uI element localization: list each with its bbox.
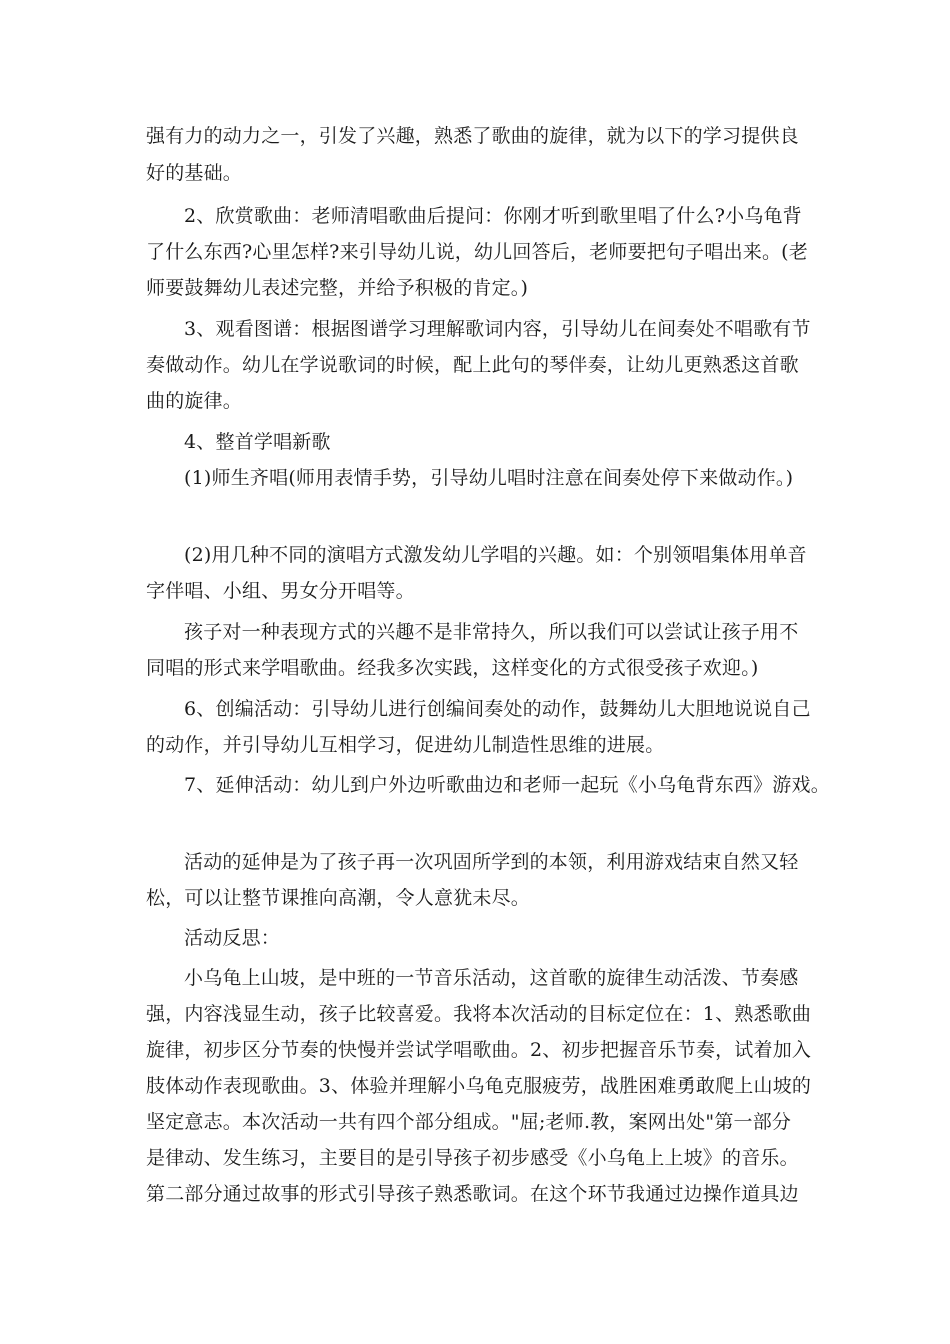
text-line: 小乌龟上山坡，是中班的一节音乐活动，这首歌的旋律生动活泼、节奏感 bbox=[184, 967, 799, 989]
text-line: 字伴唱、小组、男女分开唱等。 bbox=[146, 580, 415, 602]
text-line: 奏做动作。幼儿在学说歌词的时候，配上此句的琴伴奏，让幼儿更熟悉这首歌 bbox=[146, 354, 799, 376]
text-line: 孩子对一种表现方式的兴趣不是非常持久，所以我们可以尝试让孩子用不 bbox=[184, 621, 799, 643]
text-line: 强，内容浅显生动，孩子比较喜爱。我将本次活动的目标定位在：1、熟悉歌曲 bbox=[146, 1003, 812, 1025]
text-line: 的动作，并引导幼儿互相学习，促进幼儿制造性思维的进展。 bbox=[146, 734, 665, 756]
text-line: 7、延伸活动：幼儿到户外边听歌曲边和老师一起玩《小乌龟背东西》游戏。 bbox=[184, 774, 830, 796]
text-line: 3、观看图谱：根据图谱学习理解歌词内容，引导幼儿在间奏处不唱歌有节 bbox=[184, 318, 811, 340]
text-line: 活动的延伸是为了孩子再一次巩固所学到的本领，利用游戏结束自然又轻 bbox=[184, 851, 799, 873]
text-line: 师要鼓舞幼儿表述完整，并给予积极的肯定。) bbox=[146, 277, 529, 299]
text-line: 第二部分通过故事的形式引导孩子熟悉歌词。在这个环节我通过边操作道具边 bbox=[146, 1183, 799, 1205]
text-line: 强有力的动力之一，引发了兴趣，熟悉了歌曲的旋律，就为以下的学习提供良 bbox=[146, 125, 799, 147]
text-line: 4、整首学唱新歌 bbox=[184, 431, 331, 453]
text-line: 坚定意志。本次活动一共有四个部分组成。"屈;老师.教，案网出处"第一部分 bbox=[146, 1111, 792, 1133]
text-line: 6、创编活动：引导幼儿进行创编间奏处的动作，鼓舞幼儿大胆地说说自己 bbox=[184, 698, 811, 720]
text-line: (2)用几种不同的演唱方式激发幼儿学唱的兴趣。如：个别领唱集体用单音 bbox=[184, 544, 807, 566]
text-line: (1)师生齐唱(师用表情手势，引导幼儿唱时注意在间奏处停下来做动作。) bbox=[184, 467, 794, 489]
text-line: 活动反思： bbox=[184, 927, 281, 949]
text-line: 是律动、发生练习，主要目的是引导孩子初步感受《小乌龟上上坡》的音乐。 bbox=[146, 1147, 799, 1169]
text-line: 肢体动作表现歌曲。3、体验并理解小乌龟克服疲劳，战胜困难勇敢爬上山坡的 bbox=[146, 1075, 812, 1097]
text-line: 松，可以让整节课推向高潮，令人意犹未尽。 bbox=[146, 887, 531, 909]
text-line: 曲的旋律。 bbox=[146, 390, 243, 412]
text-line: 好的基础。 bbox=[146, 162, 243, 184]
text-line: 旋律，初步区分节奏的快慢并尝试学唱歌曲。2、初步把握音乐节奏，试着加入 bbox=[146, 1039, 812, 1061]
text-line: 了什么东西?心里怎样?来引导幼儿说，幼儿回答后，老师要把句子唱出来。(老 bbox=[146, 241, 808, 263]
text-line: 同唱的形式来学唱歌曲。经我多次实践，这样变化的方式很受孩子欢迎。) bbox=[146, 657, 759, 679]
text-line: 2、欣赏歌曲：老师清唱歌曲后提问：你刚才听到歌里唱了什么?小乌龟背 bbox=[184, 205, 802, 227]
